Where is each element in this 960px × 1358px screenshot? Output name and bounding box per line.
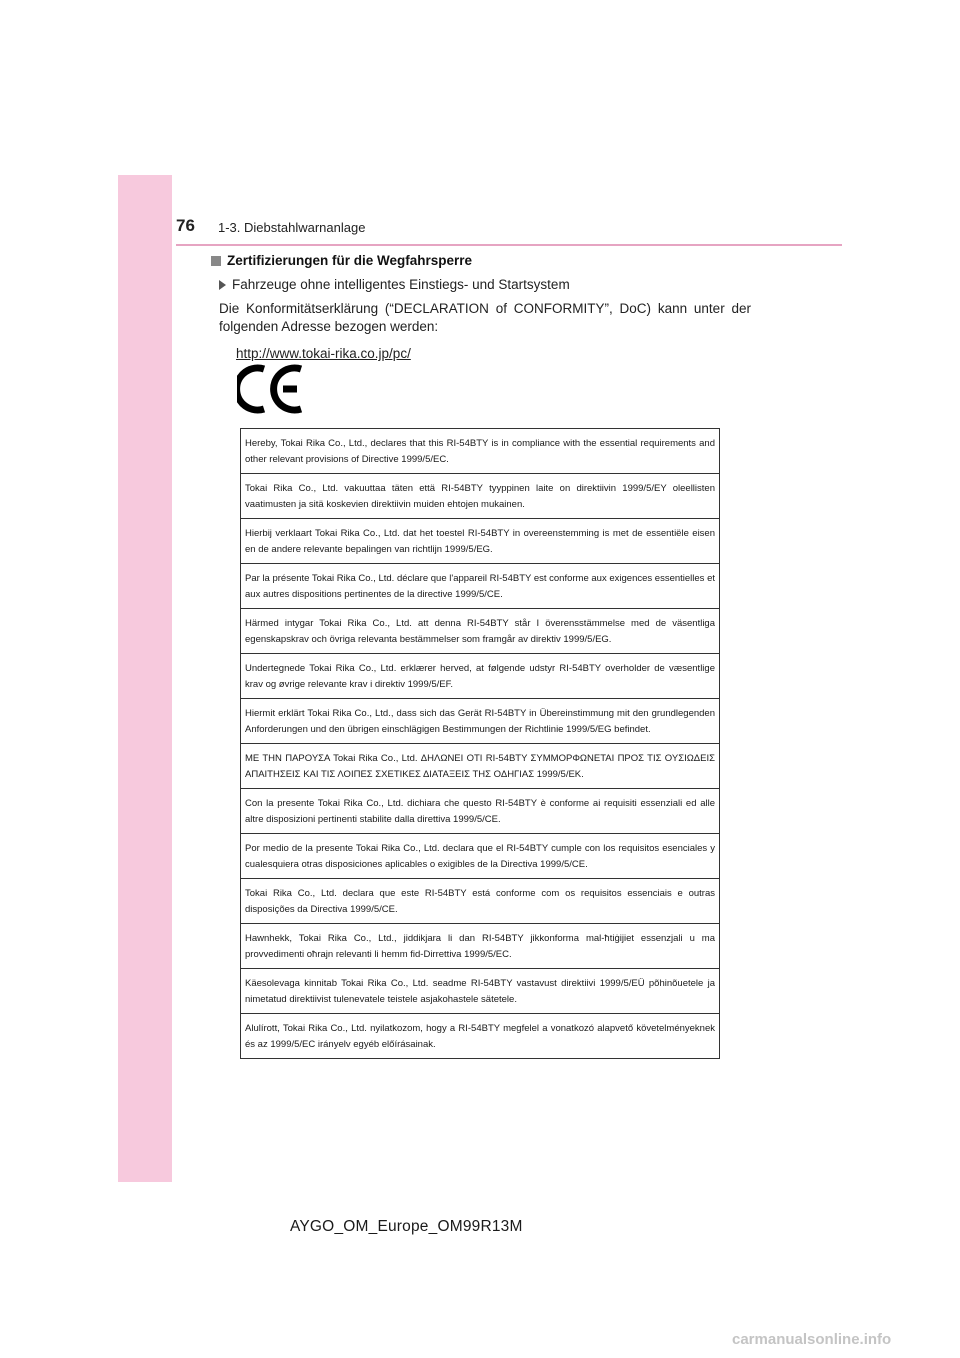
watermark: carmanualsonline.info [732, 1331, 892, 1348]
table-row [241, 519, 720, 564]
triangle-bullet-icon [219, 280, 226, 290]
table-row [241, 429, 720, 474]
declaration-cell: Undertegnede Tokai Rika Co., Ltd. erklærer herved, at følgende udstyr RI-54BTY overholder de væsentlige krav og øvrige relevante krav i direktiv 1999/5/EF. [241, 654, 720, 699]
declaration-cell: ΜΕ ΤΗΝ ΠΑΡΟΥΣΑ Tokai Rika Co., Ltd. ΔΗΛΩΝΕΙ ΟΤΙ RI-54BTY ΣΥΜΜΟΡΦΩΝΕΤΑΙ ΠΡΟΣ ΤΙΣ ΟΥΣΙΩΔΕΙΣ ΑΠΑΙΤΗΣΕΙΣ ΚΑΙ ΤΙΣ ΛΟΙΠΕΣ ΣΧΕΤΙΚΕΣ ΔΙΑΤΑΞΕΙΣ ΤΗΣ ΟΔΗΓΙΑΣ 1999/5/ΕΚ. [241, 744, 720, 789]
table-row [241, 564, 720, 609]
section-title: 1-3. Diebstahlwarnanlage [218, 220, 366, 235]
table-row [241, 654, 720, 699]
table-row [241, 924, 720, 969]
declaration-cell: Hierbij verklaart Tokai Rika Co., Ltd. dat het toestel RI-54BTY in overeenstemming is met de essentiële eisen en de andere relevante bepalingen van richtlijn 1999/5/EG. [241, 519, 720, 564]
declaration-cell: Par la présente Tokai Rika Co., Ltd. déclare que l'appareil RI-54BTY est conforme aux exigences essentielles et aux autres dispositions pertinentes de la directive 1999/5/CE. [241, 564, 720, 609]
table-row [241, 879, 720, 924]
page-number: 76 [176, 216, 195, 235]
bullet-text: Fahrzeuge ohne intelligentes Einstiegs- und Startsystem [232, 277, 570, 292]
table-row [241, 744, 720, 789]
declaration-cell: Hiermit erklärt Tokai Rika Co., Ltd., dass sich das Gerät RI-54BTY in Übereinstimmung mit den grundlegenden Anforderungen und den übrigen einschlägigen Bestimmungen der Richtlinie 1999/5/EG befindet. [241, 699, 720, 744]
declaration-cell: Tokai Rika Co., Ltd. declara que este RI-54BTY está conforme com os requisitos essenciais e outras disposições da Directiva 1999/5/CE. [241, 879, 720, 924]
table-row [241, 699, 720, 744]
doc-link[interactable]: http://www.tokai-rika.co.jp/pc/ [236, 346, 411, 361]
table-row [241, 474, 720, 519]
declaration-cell: Alulírott, Tokai Rika Co., Ltd. nyilatkozom, hogy a RI-54BTY megfelel a vonatkozó alapvető követelményeknek és az 1999/5/EC irányelv egyéb előírásainak. [241, 1014, 720, 1059]
ce-mark-icon [237, 363, 307, 415]
table-row [241, 1014, 720, 1059]
table-row [241, 834, 720, 879]
conformity-table [240, 428, 720, 1059]
square-bullet-icon [211, 256, 221, 266]
declaration-cell: Hereby, Tokai Rika Co., Ltd., declares that this RI-54BTY is in compliance with the essential requirements and other relevant provisions of Directive 1999/5/EC. [241, 429, 720, 474]
declaration-cell: Härmed intygar Tokai Rika Co., Ltd. att denna RI-54BTY står I överensstämmelse med de väsentliga egenskapskrav och övriga relevanta bestämmelser som framgår av direktiv 1999/5/EG. [241, 609, 720, 654]
table-row [241, 789, 720, 834]
subheading-text: Zertifizierungen für die Wegfahrsperre [227, 253, 473, 268]
declaration-cell: Hawnhekk, Tokai Rika Co., Ltd., jiddikjara li dan RI-54BTY jikkonforma mal-ħtiġijiet essenzjali u ma provvedimenti oħrajn relevanti li hemm fid-Dirrettiva 1999/5/EC. [241, 924, 720, 969]
declaration-cell: Por medio de la presente Tokai Rika Co., Ltd. declara que el RI-54BTY cumple con los requisitos esenciales y cualesquiera otras disposiciones aplicables o exigibles de la Directiva 1999/5/CE. [241, 834, 720, 879]
content-area [211, 253, 751, 361]
chapter-side-tab [118, 175, 172, 1182]
footer-code: AYGO_OM_Europe_OM99R13M [290, 1218, 523, 1235]
declaration-cell: Käesolevaga kinnitab Tokai Rika Co., Ltd. seadme RI-54BTY vastavust direktiivi 1999/5/EÜ põhinõuetele ja nimetatud direktiivist tulenevatele teistele asjakohastele sätetele. [241, 969, 720, 1014]
doc-paragraph: Die Konformitätserklärung (“DECLARATION of CONFORMITY”, DoC) kann unter der folgenden Adresse bezogen werden: [219, 301, 751, 334]
header-rule [176, 244, 842, 246]
bullet-item [219, 277, 751, 292]
subheading [211, 253, 751, 268]
declaration-cell: Tokai Rika Co., Ltd. vakuuttaa täten että RI-54BTY tyyppinen laite on direktiivin 1999/5/EY oleellisten vaatimusten ja sitä koskevien direktiivin muiden ehtojen mukainen. [241, 474, 720, 519]
table-row [241, 609, 720, 654]
declaration-cell: Con la presente Tokai Rika Co., Ltd. dichiara che questo RI-54BTY è conforme ai requisiti essenziali ed alle altre disposizioni pertinenti stabilite dalla direttiva 1999/5/CE. [241, 789, 720, 834]
table-row [241, 969, 720, 1014]
